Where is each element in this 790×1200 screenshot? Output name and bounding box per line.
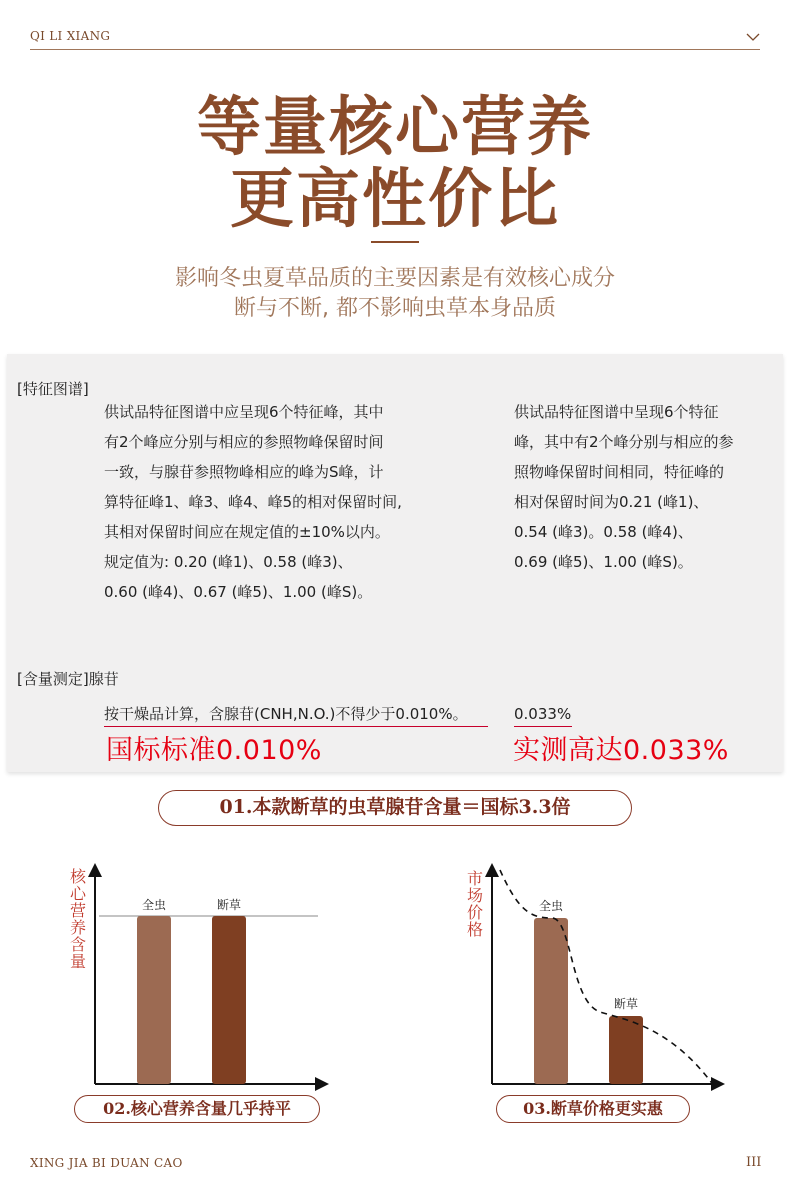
brand-name: QI LI XIANG	[30, 29, 111, 43]
ylabel-char: 量	[69, 952, 87, 971]
comparison-panel	[7, 354, 783, 772]
ylabel-char: 含	[69, 935, 87, 954]
price-chart-caption: 03.断草价格更实惠	[496, 1095, 690, 1123]
chevron-down-icon[interactable]	[746, 30, 760, 44]
spectrum-standard-line: 供试品特征图谱中应呈现6个特征峰，其中	[104, 403, 384, 421]
ylabel-char: 心	[69, 884, 87, 903]
subtitle-line1: 影响冬虫夏草品质的主要因素是有效核心成分	[174, 266, 615, 291]
content-result-underline	[514, 726, 572, 727]
ylabel-char: 营	[69, 901, 87, 920]
national-standard-highlight: 国标标准0.010%	[106, 735, 322, 766]
content-result-text: 0.033%	[514, 705, 572, 723]
spectrum-standard-line: 其相对保留时间应在规定值的±10%以内。	[104, 523, 390, 541]
content-tag: [含量测定]腺苷	[17, 670, 119, 688]
spectrum-result-line: 照物峰保留时间相同，特征峰的	[514, 463, 725, 481]
spectrum-standard-line: 规定值为: 0.20 (峰1)、0.58 (峰3)、	[104, 553, 353, 571]
page-number: III	[746, 1155, 762, 1170]
spectrum-standard-line: 一致，与腺苷参照物峰相应的峰为S峰，计	[104, 463, 384, 481]
price-trend-line	[500, 870, 714, 1086]
bar	[212, 916, 246, 1084]
spectrum-result-line: 峰，其中有2个峰分别与相应的参	[514, 433, 734, 451]
spectrum-standard-line: 算特征峰1、峰3、峰4、峰5的相对保留时间,	[104, 493, 402, 511]
title-divider	[371, 241, 419, 243]
content-standard-underline	[104, 726, 488, 727]
price-chart	[460, 860, 730, 1100]
ylabel-char: 核	[69, 867, 87, 886]
spectrum-standard-line: 0.60 (峰4)、0.67 (峰5)、1.00 (峰S)。	[104, 583, 373, 601]
bar-label: 断草	[613, 996, 639, 1011]
page-title-line1: 等量核心营养	[197, 90, 593, 165]
price-ylabel	[467, 869, 483, 939]
ylabel-char: 市	[466, 869, 484, 888]
spectrum-result-line: 供试品特征图谱中呈现6个特征	[514, 403, 719, 421]
measured-value-highlight: 实测高达0.033%	[513, 735, 729, 766]
ylabel-char: 格	[466, 920, 484, 939]
nutrition-ylabel	[70, 867, 87, 971]
spectrum-result-line: 相对保留时间为0.21 (峰1)、	[514, 493, 709, 511]
top-bar	[30, 26, 760, 50]
bar	[609, 1016, 643, 1084]
bar-label: 断草	[216, 898, 242, 912]
footer-text: XING JIA BI DUAN CAO	[30, 1156, 183, 1170]
nutrition-chart	[60, 860, 330, 1100]
spectrum-tag: [特征图谱]	[17, 380, 89, 398]
ylabel-char: 价	[466, 903, 484, 922]
bar-label: 全虫	[538, 899, 564, 913]
bar-label: 全虫	[141, 898, 167, 912]
bar	[137, 916, 171, 1084]
subtitle-line2: 断与不断, 都不影响虫草本身品质	[234, 296, 556, 321]
spectrum-standard-line: 有2个峰应分别与相应的参照物峰保留时间	[104, 433, 384, 451]
adenosine-ratio-banner: 01.本款断草的虫草腺苷含量＝国标3.3倍	[158, 790, 632, 826]
content-standard-text: 按干燥品计算，含腺苷(CNH,N.O.)不得少于0.010%。	[104, 705, 468, 723]
ylabel-char: 养	[69, 918, 87, 937]
spectrum-result-line: 0.54 (峰3)。0.58 (峰4)、	[514, 523, 693, 541]
spectrum-result-line: 0.69 (峰5)、1.00 (峰S)。	[514, 553, 693, 571]
bar	[534, 918, 568, 1084]
page-title-line2: 更高性价比	[230, 162, 560, 237]
nutrition-chart-caption: 02.核心营养含量几乎持平	[74, 1095, 320, 1123]
ylabel-char: 场	[466, 886, 484, 905]
